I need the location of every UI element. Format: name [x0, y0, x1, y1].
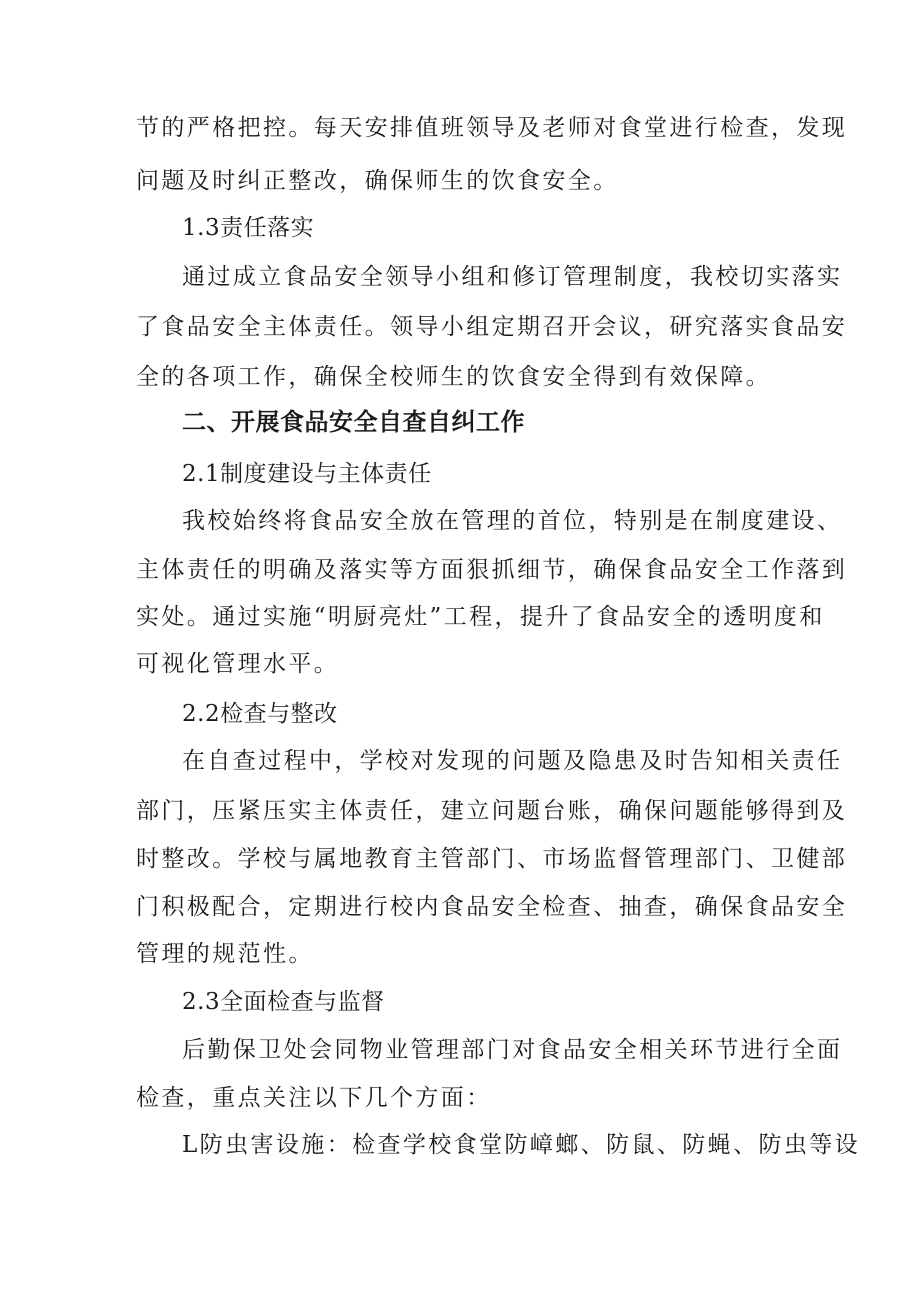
- paragraph-line: 了食品安全主体责任。领导小组定期召开会议，研究落实食品安: [136, 314, 848, 340]
- section-title-2-3: 2.3全面检查与监督: [182, 989, 385, 1015]
- paragraph-line: 后勤保卫处会同物业管理部门对食品安全相关环节进行全面: [182, 1037, 843, 1063]
- paragraph-line: 实处。通过实施“明厨亮灶”工程，提升了食品安全的透明度和: [136, 604, 825, 630]
- chapter-heading-2: 二、开展食品安全自查自纠工作: [182, 408, 525, 436]
- section-title-1-3: 1.3责任落实: [182, 215, 315, 241]
- paragraph-line: 我校始终将食品安全放在管理的首位，特别是在制度建设、: [182, 508, 843, 534]
- paragraph-line: 管理的规范性。: [136, 941, 314, 967]
- paragraph-line: 主体责任的明确及落实等方面狠抓细节，确保食品安全工作落到: [136, 557, 848, 583]
- paragraph-line: L防虫害设施：检查学校食堂防嶂螂、防鼠、防蝇、防虫等设: [182, 1132, 861, 1158]
- paragraph-line: 在自查过程中，学校对发现的问题及隐患及时告知相关责任: [182, 748, 843, 774]
- paragraph-line: 节的严格把控。每天安排值班领导及老师对食堂进行检查，发现: [136, 115, 848, 141]
- section-title-2-2: 2.2检查与整改: [182, 701, 338, 727]
- paragraph-line: 可视化管理水平。: [136, 651, 340, 677]
- paragraph-line: 检查，重点关注以下几个方面：: [136, 1085, 492, 1111]
- paragraph-line: 门积极配合，定期进行校内食品安全检查、抽查，确保食品安全: [136, 894, 848, 920]
- paragraph-line: 全的各项工作，确保全校师生的饮食安全得到有效保障。: [136, 364, 771, 390]
- paragraph-line: 问题及时纠正整改，确保师生的饮食安全。: [136, 168, 619, 194]
- paragraph-line: 部门，压紧压实主体责任，建立问题台账，确保问题能够得到及: [136, 798, 848, 824]
- paragraph-line: 时整改。学校与属地教育主管部门、市场监督管理部门、卫健部: [136, 846, 848, 872]
- paragraph-line: 通过成立食品安全领导小组和修订管理制度，我校切实落实: [182, 264, 843, 290]
- section-title-2-1: 2.1制度建设与主体责任: [182, 461, 432, 487]
